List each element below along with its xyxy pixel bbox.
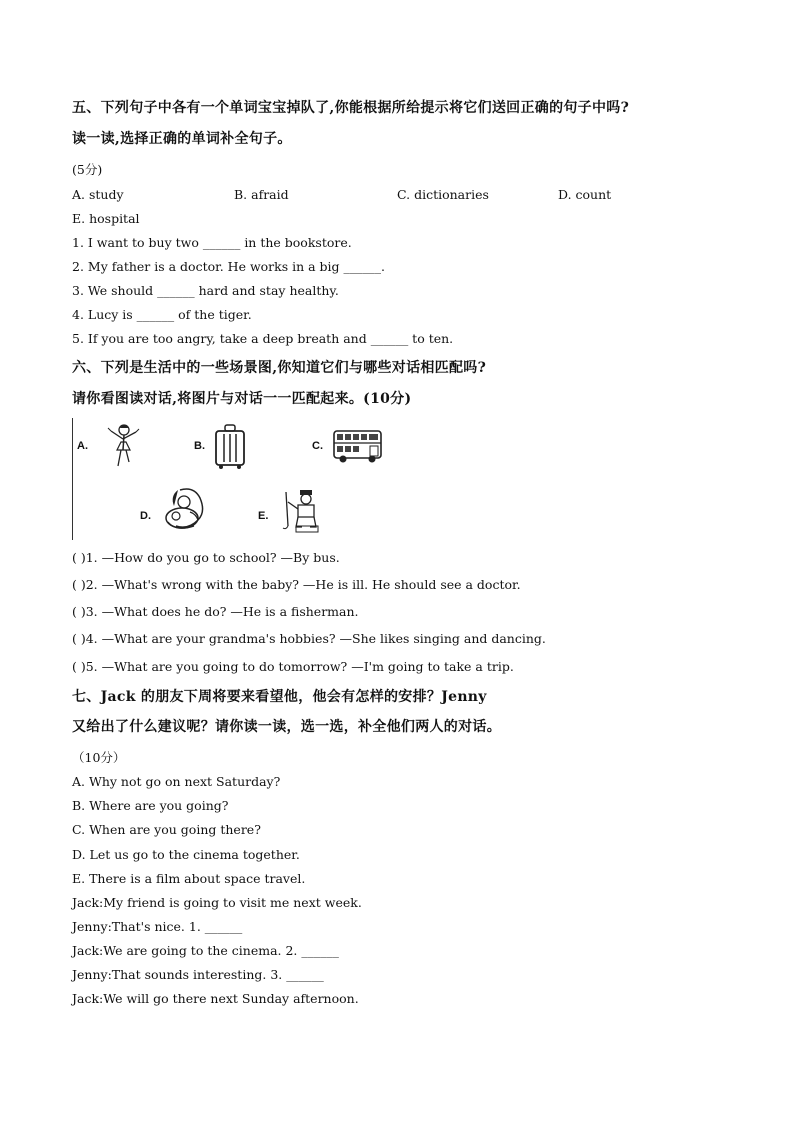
sick-baby-icon [160,486,210,538]
section5-question-1: 1. I want to buy two ______ in the bookstore. [72,235,352,250]
section6-dialogue-5: ( )5. —What are you going to do tomorrow? —I'm going to take a trip. [72,659,514,674]
double-decker-bus-icon [332,428,384,464]
section7-dialogue-line-3: Jack:We are going to the cinema. 2. ______ [72,943,339,958]
section5-question-3: 3. We should ______ hard and stay healthy. [72,283,339,298]
picture-c-label: C. [312,440,323,452]
section6-dialogue-3: ( )3. —What does he do? —He is a fisherman. [72,604,359,619]
option-e: E. hospital [72,211,140,226]
section5-options [72,187,712,227]
section7-heading-line1: 七、Jack 的朋友下周将要来看望他，他会有怎样的安排？Jenny [72,689,487,705]
option-b: B. afraid [234,187,289,202]
option-a: A. study [72,187,124,202]
fisherman-icon [278,488,326,534]
section6-heading-line1: 六、下列是生活中的一些场景图,你知道它们与哪些对话相匹配吗? [72,360,487,376]
section6-heading-line2: 请你看图读对话,将图片与对话一一匹配起来。(10分) [72,391,412,407]
section7-dialogue-line-2: Jenny:That's nice. 1. ______ [72,919,243,934]
section7-dialogue-line-4: Jenny:That sounds interesting. 3. ______ [72,967,324,982]
section6-dialogue-1: ( )1. —How do you go to school? —By bus. [72,550,340,565]
section6-dialogue-2: ( )2. —What's wrong with the baby? —He is ill. He should see a doctor. [72,577,521,592]
section7-score: （10分） [72,750,126,765]
section5-heading-line1: 五、下列句子中各有一个单词宝宝掉队了,你能根据所给提示将它们送回正确的句子中吗? [72,100,630,116]
panel-divider [72,418,73,540]
section7-option-a: A. Why not go on next Saturday? [72,774,281,789]
section7-option-e: E. There is a film about space travel. [72,871,306,886]
section5-question-5: 5. If you are too angry, take a deep breath and ______ to ten. [72,331,454,346]
picture-e-label: E. [258,510,269,522]
section7-option-b: B. Where are you going? [72,798,229,813]
section7-option-c: C. When are you going there? [72,822,261,837]
option-c: C. dictionaries [397,187,489,202]
picture-d-label: D. [140,510,151,522]
section6-dialogue-4: ( )4. —What are your grandma's hobbies? —She likes singing and dancing. [72,631,546,646]
option-d: D. count [558,187,612,202]
section7-option-d: D. Let us go to the cinema together. [72,847,300,862]
section5-question-4: 4. Lucy is ______ of the tiger. [72,307,252,322]
section7-dialogue-line-5: Jack:We will go there next Sunday afternoon. [72,991,359,1006]
section5-heading-line2: 读一读,选择正确的单词补全句子。 [72,131,292,147]
suitcase-icon [212,424,248,470]
section5-score: (5分) [72,162,103,177]
section7-dialogue-line-1: Jack:My friend is going to visit me next week. [72,895,362,910]
section7-heading-line2: 又给出了什么建议呢？请你读一读，选一选，补全他们两人的对话。 [72,719,501,735]
section6-picture-panel [72,418,412,540]
picture-a-label: A. [77,440,88,452]
section5-question-2: 2. My father is a doctor. He works in a big ______. [72,259,386,274]
picture-b-label: B. [194,440,205,452]
dancing-girl-icon [102,420,144,472]
